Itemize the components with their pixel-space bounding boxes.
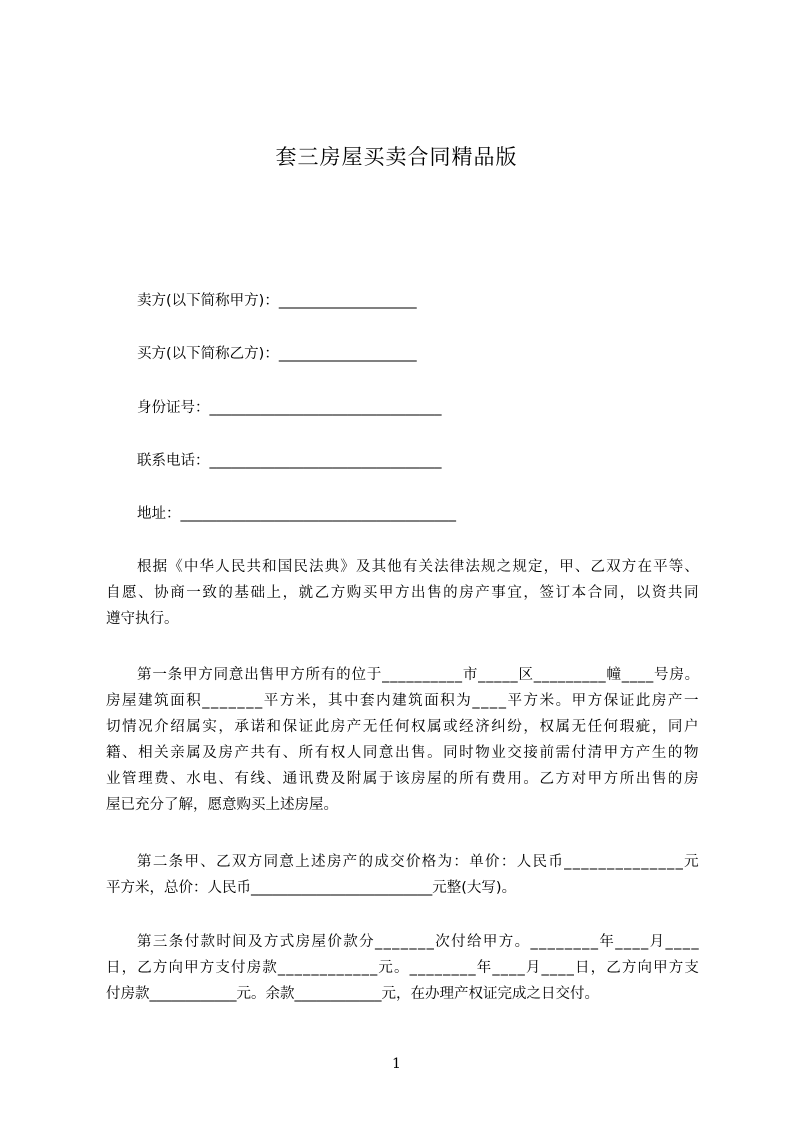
paragraph-line: 自愿、协商一致的基础上，就乙方购买甲方出售的房产事宜，签订本合同，以资共同 (106, 585, 700, 601)
id-number-field: 身份证号：________________________________ (137, 400, 442, 416)
article-3-paragraph (106, 929, 700, 1007)
seller-field: 卖方(以下简称甲方)：___________________ (137, 293, 417, 309)
paragraph-line: 第二条甲、乙双方同意上述房产的成交价格为：单价：人民币______________元 (137, 854, 700, 870)
paragraph-line: 根据《中华人民共和国民法典》及其他有关法律法规之规定，甲、乙双方在平等、 (137, 559, 700, 575)
paragraph-line: 日，乙方向甲方支付房款____________元。________年____月____日，乙方向甲方支 (106, 960, 700, 976)
article-2-paragraph (106, 849, 700, 901)
paragraph-line: 第三条付款时间及方式房屋价款分_______次付给甲方。________年____月____ (137, 934, 700, 950)
paragraph-line: 屋已充分了解，愿意购买上述房屋。 (106, 797, 338, 813)
paragraph-line: 切情况介绍属实，承诺和保证此房产无任何权属或经济纠纷，权属无任何瑕疵，同户 (106, 719, 700, 735)
paragraph-line: 付房款____________元。余款____________元，在办理产权证完成之日交付。 (106, 986, 599, 1002)
article-1-paragraph (106, 662, 700, 818)
document-title: 套三房屋买卖合同精品版 (275, 145, 518, 169)
buyer-field: 买方(以下简称乙方)：___________________ (137, 346, 417, 362)
paragraph-line: 房屋建筑面积_______平方米，其中套内建筑面积为____平方米。甲方保证此房产一 (106, 693, 700, 709)
paragraph-line: 业管理费、水电、有线、通讯费及附属于该房屋的所有费用。乙方对甲方所出售的房 (106, 771, 700, 787)
page-number: 1 (392, 1056, 401, 1072)
preamble-paragraph (106, 554, 700, 632)
address-field: 地址：______________________________________ (137, 506, 456, 522)
phone-field: 联系电话：________________________________ (137, 453, 442, 469)
paragraph-line: 籍、相关亲属及房产共有、所有权人同意出售。同时物业交接前需付清甲方产生的物 (106, 745, 700, 761)
paragraph-line: 第一条甲方同意出售甲方所有的位于__________市_____区_________幢____号房。 (137, 667, 700, 683)
paragraph-line: 平方米，总价：人民币_________________________元整(大写)。 (106, 880, 517, 896)
paragraph-line: 遵守执行。 (106, 611, 179, 627)
